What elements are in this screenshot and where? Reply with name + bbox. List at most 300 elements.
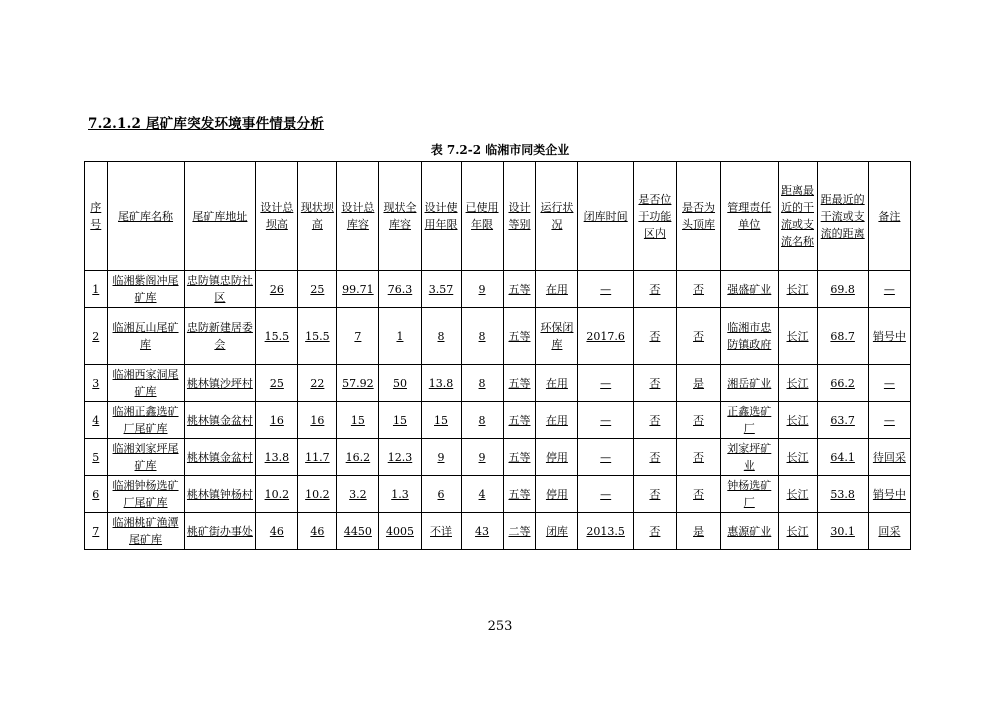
cell-value: 否 — [693, 487, 705, 501]
table-cell — [256, 439, 298, 476]
cell-value: 2017.6 — [586, 329, 625, 343]
table-cell — [503, 308, 536, 365]
cell-value: 是 — [693, 524, 705, 538]
table-cell — [503, 476, 536, 513]
table-row — [85, 439, 911, 476]
table-cell — [107, 402, 184, 439]
column-header — [85, 162, 108, 271]
table-cell — [676, 402, 720, 439]
table-cell — [107, 308, 184, 365]
table-cell — [817, 439, 868, 476]
cell-value: 3 — [92, 376, 100, 390]
cell-value: 临湘正鑫选矿厂尾矿库 — [112, 405, 179, 435]
table-cell — [503, 402, 536, 439]
cell-value: 临湘刘家坪尾矿库 — [112, 442, 179, 472]
cell-value: 桃林镇金盆村 — [186, 413, 253, 427]
table-cell — [256, 365, 298, 402]
table-cell — [379, 308, 421, 365]
table-body — [85, 271, 911, 550]
cell-value: 16 — [269, 413, 284, 427]
cell-value: 63.7 — [830, 413, 855, 427]
column-header — [536, 162, 578, 271]
cell-value: 9 — [478, 450, 486, 464]
table-cell — [578, 513, 633, 550]
table-cell — [256, 402, 298, 439]
cell-value: 五等 — [508, 329, 531, 343]
column-header — [379, 162, 421, 271]
cell-value: 3.57 — [428, 282, 454, 296]
table-cell — [85, 439, 108, 476]
table-row — [85, 308, 911, 365]
table-cell — [676, 513, 720, 550]
table-cell — [676, 365, 720, 402]
table-cell — [633, 365, 676, 402]
cell-value: 环保闭库 — [540, 321, 574, 351]
column-header — [778, 162, 817, 271]
column-header-label: 设计总坝高 — [260, 201, 294, 231]
section-heading: 7.2.1.2 尾矿库突发环境事件情景分析 — [88, 116, 325, 132]
column-header — [503, 162, 536, 271]
table-cell — [676, 439, 720, 476]
column-header — [184, 162, 256, 271]
cell-value: 4450 — [343, 524, 372, 538]
cell-value: 忠防镇忠防社区 — [186, 274, 253, 304]
table-cell — [107, 513, 184, 550]
cell-value: 15.5 — [305, 329, 330, 343]
cell-value: 10.2 — [264, 487, 290, 501]
table-cell — [337, 476, 379, 513]
cell-value: 6 — [92, 487, 100, 501]
cell-value: 临湘市忠防镇政府 — [727, 321, 772, 351]
cell-value: 4 — [478, 487, 486, 501]
cell-value: 53.8 — [830, 487, 855, 501]
table-cell — [721, 513, 778, 550]
table-cell — [379, 439, 421, 476]
table-cell — [676, 308, 720, 365]
column-header — [676, 162, 720, 271]
table-cell — [256, 271, 298, 308]
column-header — [107, 162, 184, 271]
cell-value: 8 — [478, 329, 486, 343]
cell-value: 桃林镇钟杨村 — [186, 487, 253, 501]
table-cell — [778, 271, 817, 308]
cell-value: 2 — [92, 329, 100, 343]
column-header — [337, 162, 379, 271]
cell-value: 25 — [269, 376, 284, 390]
cell-value: 1 — [92, 282, 100, 296]
table-cell — [421, 308, 461, 365]
cell-value: 76.3 — [387, 282, 413, 296]
table-cell — [461, 365, 503, 402]
table-cell — [817, 365, 868, 402]
table-cell — [184, 476, 256, 513]
column-header — [256, 162, 298, 271]
cell-value: 69.8 — [830, 282, 855, 296]
cell-value: 桃林镇金盆村 — [186, 450, 253, 464]
table-cell — [107, 439, 184, 476]
table-cell — [868, 476, 910, 513]
cell-value: 8 — [478, 413, 486, 427]
cell-value: 16.2 — [345, 450, 371, 464]
cell-value: 五等 — [508, 450, 531, 464]
table-cell — [298, 365, 337, 402]
cell-value: — — [600, 282, 612, 296]
table-cell — [85, 271, 108, 308]
column-header-label: 备注 — [878, 209, 901, 223]
table-cell — [817, 513, 868, 550]
cell-value: 11.7 — [305, 450, 330, 464]
cell-value: 3.2 — [349, 487, 367, 501]
table-cell — [676, 271, 720, 308]
cell-value: — — [600, 413, 612, 427]
cell-value: 13.8 — [264, 450, 290, 464]
cell-value: 刘家坪矿业 — [727, 442, 772, 472]
table-cell — [107, 365, 184, 402]
column-header — [721, 162, 778, 271]
column-header-label: 尾矿库地址 — [192, 209, 248, 223]
table-cell — [298, 308, 337, 365]
table-cell — [85, 476, 108, 513]
table-cell — [676, 476, 720, 513]
cell-value: 回采 — [878, 524, 901, 538]
table-row — [85, 271, 911, 308]
cell-value: 46 — [269, 524, 284, 538]
table-cell — [868, 402, 910, 439]
table-cell — [868, 439, 910, 476]
table-cell — [461, 271, 503, 308]
cell-value: 6 — [437, 487, 445, 501]
cell-value: 57.92 — [342, 376, 374, 390]
cell-value: 12.3 — [387, 450, 413, 464]
cell-value: 五等 — [508, 376, 531, 390]
table-cell — [503, 513, 536, 550]
cell-value: 惠源矿业 — [727, 524, 772, 538]
column-header — [633, 162, 676, 271]
table-cell — [298, 402, 337, 439]
cell-value: 15.5 — [264, 329, 290, 343]
table-header-row — [85, 162, 911, 271]
cell-value: 临湘桃矿渔潭尾矿库 — [112, 516, 179, 546]
table-cell — [578, 308, 633, 365]
table-caption: 表 7.2-2 临湘市同类企业 — [430, 143, 570, 157]
cell-value: 否 — [693, 282, 705, 296]
column-header-label: 距离最近的干流或支流名称 — [781, 184, 815, 248]
page-number: 253 — [487, 619, 513, 634]
table-cell — [536, 513, 578, 550]
table-cell — [503, 271, 536, 308]
table-row — [85, 365, 911, 402]
cell-value: 忠防新建居委会 — [186, 321, 253, 351]
cell-value: 13.8 — [428, 376, 454, 390]
table-cell — [379, 513, 421, 550]
cell-value: 桃林镇沙坪村 — [186, 376, 253, 390]
cell-value: 正鑫选矿厂 — [727, 405, 772, 435]
table-cell — [184, 439, 256, 476]
column-header — [868, 162, 910, 271]
cell-value: 8 — [478, 376, 486, 390]
table-cell — [379, 271, 421, 308]
cell-value: 长江 — [786, 376, 809, 390]
cell-value: 50 — [392, 376, 407, 390]
cell-value: 15 — [392, 413, 407, 427]
table-cell — [107, 476, 184, 513]
cell-value: 2013.5 — [586, 524, 625, 538]
table-cell — [256, 308, 298, 365]
cell-value: — — [883, 376, 895, 390]
table-row — [85, 402, 911, 439]
table-cell — [379, 402, 421, 439]
table-row — [85, 513, 911, 550]
table-cell — [578, 365, 633, 402]
column-header-label: 已使用年限 — [465, 201, 499, 231]
cell-value: 二等 — [508, 524, 531, 538]
cell-value: 长江 — [786, 450, 809, 464]
column-header-label: 运行状况 — [540, 201, 574, 231]
cell-value: 否 — [649, 282, 661, 296]
cell-value: 10.2 — [305, 487, 330, 501]
cell-value: 否 — [693, 450, 705, 464]
cell-value: 是 — [693, 376, 705, 390]
table-cell — [85, 365, 108, 402]
table-cell — [778, 513, 817, 550]
column-header-label: 闭库时间 — [583, 209, 628, 223]
table-cell — [503, 365, 536, 402]
cell-value: 销号中 — [872, 487, 906, 501]
table-cell — [536, 365, 578, 402]
table-cell — [184, 365, 256, 402]
table-cell — [421, 476, 461, 513]
column-header-label: 现状坝高 — [300, 201, 334, 231]
column-header — [298, 162, 337, 271]
table-cell — [633, 439, 676, 476]
cell-value: 否 — [649, 413, 661, 427]
cell-value: 5 — [92, 450, 100, 464]
table-cell — [379, 365, 421, 402]
table-cell — [184, 513, 256, 550]
cell-value: 25 — [310, 282, 325, 296]
table-cell — [421, 513, 461, 550]
cell-value: 湘岳矿业 — [727, 376, 772, 390]
table-cell — [817, 308, 868, 365]
column-header-label: 设计使用年限 — [424, 201, 458, 231]
column-header-label: 是否为头顶库 — [682, 201, 716, 231]
table-cell — [633, 402, 676, 439]
table-cell — [85, 402, 108, 439]
cell-value: 否 — [649, 524, 661, 538]
cell-value: 46 — [310, 524, 325, 538]
cell-value: 闭库 — [545, 524, 568, 538]
cell-value: 长江 — [786, 524, 809, 538]
column-header-label: 现状全库容 — [383, 201, 417, 231]
cell-value: 五等 — [508, 413, 531, 427]
table-cell — [461, 476, 503, 513]
column-header — [421, 162, 461, 271]
table-cell — [256, 513, 298, 550]
table-cell — [421, 402, 461, 439]
table-cell — [633, 476, 676, 513]
column-header-label: 序号 — [90, 201, 102, 231]
cell-value: 7 — [92, 524, 100, 538]
table-cell — [337, 402, 379, 439]
cell-value: — — [600, 487, 612, 501]
table-cell — [578, 271, 633, 308]
column-header — [461, 162, 503, 271]
cell-value: 临湘钟杨选矿厂尾矿库 — [112, 479, 179, 509]
cell-value: — — [600, 450, 612, 464]
table-cell — [298, 513, 337, 550]
cell-value: 66.2 — [830, 376, 855, 390]
cell-value: 临湘瓦山尾矿库 — [112, 321, 179, 351]
cell-value: 停用 — [545, 450, 568, 464]
table-row — [85, 476, 911, 513]
cell-value: 15 — [350, 413, 365, 427]
column-header-label: 是否位于功能区内 — [638, 192, 672, 240]
table-cell — [721, 402, 778, 439]
table-cell — [721, 271, 778, 308]
table-cell — [536, 271, 578, 308]
table-cell — [536, 308, 578, 365]
cell-value: 4005 — [385, 524, 414, 538]
table-cell — [421, 271, 461, 308]
cell-value: 五等 — [508, 282, 531, 296]
column-header-label: 尾矿库名称 — [118, 209, 174, 223]
cell-value: 桃矿街办事处 — [186, 524, 253, 538]
cell-value: 销号中 — [872, 329, 906, 343]
cell-value: 9 — [437, 450, 445, 464]
cell-value: 4 — [92, 413, 100, 427]
cell-value: 长江 — [786, 282, 809, 296]
cell-value: 在用 — [545, 413, 568, 427]
table-cell — [184, 402, 256, 439]
cell-value: 在用 — [545, 282, 568, 296]
column-header-label: 设计总库容 — [341, 201, 375, 231]
cell-value: 强盛矿业 — [727, 282, 772, 296]
cell-value: 否 — [649, 376, 661, 390]
cell-value: 长江 — [786, 329, 809, 343]
table-cell — [868, 513, 910, 550]
cell-value: 16 — [310, 413, 325, 427]
table-cell — [578, 476, 633, 513]
cell-value: 在用 — [545, 376, 568, 390]
cell-value: 待回采 — [872, 450, 906, 464]
tailings-pond-table — [84, 161, 911, 550]
column-header — [578, 162, 633, 271]
column-header-label: 距最近的干流或支流的距离 — [820, 192, 865, 240]
cell-value: 临湘紫阁冲尾矿库 — [112, 274, 179, 304]
table-cell — [578, 439, 633, 476]
table-cell — [337, 365, 379, 402]
cell-value: 68.7 — [830, 329, 855, 343]
table-cell — [721, 308, 778, 365]
table-cell — [817, 476, 868, 513]
table-cell — [461, 308, 503, 365]
cell-value: 钟杨选矿厂 — [727, 479, 772, 509]
table-cell — [107, 271, 184, 308]
table-cell — [184, 271, 256, 308]
table-cell — [721, 476, 778, 513]
table-cell — [461, 402, 503, 439]
table-cell — [85, 308, 108, 365]
table-cell — [868, 308, 910, 365]
cell-value: 否 — [649, 487, 661, 501]
cell-value: 长江 — [786, 413, 809, 427]
cell-value: 停用 — [545, 487, 568, 501]
table-cell — [817, 402, 868, 439]
cell-value: 30.1 — [830, 524, 855, 538]
cell-value: 9 — [478, 282, 486, 296]
column-header — [817, 162, 868, 271]
table-cell — [461, 439, 503, 476]
table-cell — [721, 439, 778, 476]
cell-value: — — [883, 413, 895, 427]
cell-value: 8 — [437, 329, 445, 343]
table-cell — [298, 476, 337, 513]
table-cell — [337, 271, 379, 308]
cell-value: 否 — [693, 329, 705, 343]
cell-value: 15 — [434, 413, 448, 427]
table-cell — [721, 365, 778, 402]
table-cell — [536, 476, 578, 513]
cell-value: 7 — [354, 329, 362, 343]
cell-value: 1.3 — [391, 487, 409, 501]
cell-value: 22 — [310, 376, 325, 390]
table-cell — [778, 365, 817, 402]
table-cell — [85, 513, 108, 550]
cell-value: 否 — [649, 450, 661, 464]
cell-value: 43 — [475, 524, 490, 538]
table-cell — [868, 271, 910, 308]
table-cell — [578, 402, 633, 439]
column-header-label: 管理责任单位 — [727, 201, 772, 231]
table-cell — [817, 271, 868, 308]
column-header-label: 设计等别 — [508, 201, 531, 231]
table-cell — [778, 402, 817, 439]
cell-value: 26 — [269, 282, 284, 296]
cell-value: — — [883, 282, 895, 296]
table-cell — [379, 476, 421, 513]
cell-value: 否 — [693, 413, 705, 427]
table-cell — [461, 513, 503, 550]
table-cell — [184, 308, 256, 365]
cell-value: 五等 — [508, 487, 531, 501]
cell-value: 长江 — [786, 487, 809, 501]
table-cell — [536, 402, 578, 439]
table-cell — [256, 476, 298, 513]
cell-value: 不详 — [430, 524, 452, 538]
table-cell — [633, 513, 676, 550]
table-cell — [298, 439, 337, 476]
table-cell — [778, 308, 817, 365]
cell-value: 1 — [396, 329, 404, 343]
cell-value: 否 — [649, 329, 661, 343]
table-cell — [536, 439, 578, 476]
cell-value: 临湘西家洞尾矿库 — [112, 368, 179, 398]
table-cell — [337, 308, 379, 365]
table-cell — [337, 439, 379, 476]
table-cell — [421, 439, 461, 476]
table-cell — [868, 365, 910, 402]
table-cell — [421, 365, 461, 402]
table-cell — [337, 513, 379, 550]
cell-value: — — [600, 376, 612, 390]
cell-value: 64.1 — [830, 450, 855, 464]
table-cell — [633, 308, 676, 365]
table-cell — [633, 271, 676, 308]
table-cell — [298, 271, 337, 308]
cell-value: 99.71 — [342, 282, 374, 296]
table-cell — [503, 439, 536, 476]
table-cell — [778, 476, 817, 513]
